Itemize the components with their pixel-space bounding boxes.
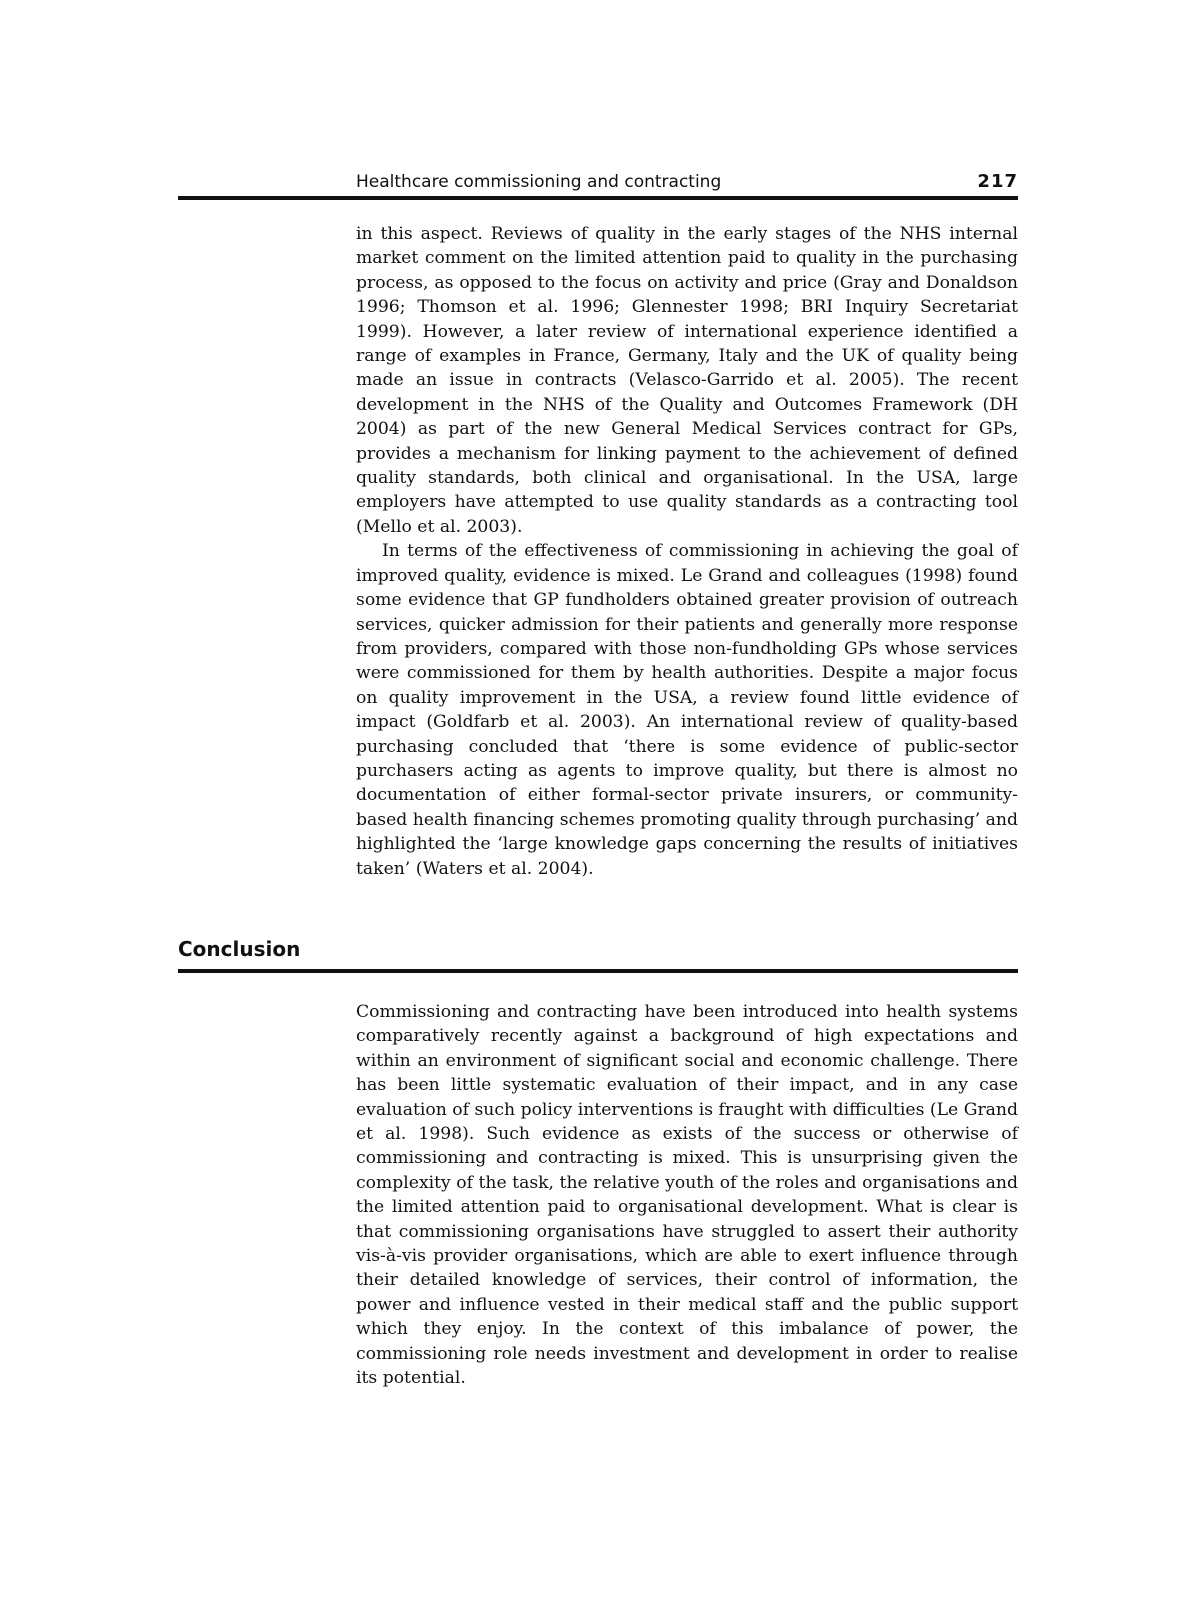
conclusion-paragraph-1: Commissioning and contracting have been introduced into health systems comparatively recently against a background of high expectations and within an environment of significant social and economic challenge. There has been little systematic evaluation of their impact, and in any case evaluation of such policy interventions is fraught with difficulties (Le Grand et al. 1998). Such evidence as exists of the success or otherwise of commissioning and contracting is mixed. This is unsurprising given the complexity of the task, the relative youth of the roles and organisations and the limited attention paid to organisational development. What is clear is that commissioning organisations have struggled to assert their authority vis-à-vis provider organisations, which are able to exert influence through their detailed knowledge of services, their control of information, the power and influence vested in their medical staff and the public support which they enjoy. In the context of this imbalance of power, the commissioning role needs investment and development in order to realise its potential. [356,1002,1018,1389]
body-paragraph-1: in this aspect. Reviews of quality in the early stages of the NHS internal market comment on the limited attention paid to quality in the purchasing process, as opposed to the focus on activity and price (Gray and Donaldson 1996; Thomson et al. 1996; Glennester 1998; BRI Inquiry Secretariat 1999). However, a later review of international experience identified a range of examples in France, Germany, Italy and the UK of quality being made an issue in contracts (Velasco-Garrido et al. 2005). The recent development in the NHS of the Quality and Outcomes Framework (DH 2004) as part of the new General Medical Services contract for GPs, provides a mechanism for linking payment to the achievement of defined quality standards, both clinical and organisational. In the USA, large employers have attempted to use quality standards as a contracting tool (Mello et al. 2003). [356,224,1018,537]
body-text-section [356,222,1018,881]
section-rule [178,969,1018,973]
page-number: 217 [977,171,1018,192]
running-head [356,170,1018,194]
body-paragraph-2: In terms of the effectiveness of commissioning in achieving the goal of improved quality, evidence is mixed. Le Grand and colleagues (1998) found some evidence that GP fundholders obtained greater provision of outreach services, quicker admission for their patients and generally more response from providers, compared with those non-fundholding GPs whose services were commissioned for them by health authorities. Despite a major focus on quality improvement in the USA, a review found little evidence of impact (Goldfarb et al. 2003). An international review of quality-based purchasing concluded that ‘there is some evidence of public-sector purchasers acting as agents to improve quality, but there is almost no documentation of either formal-sector private insurers, or community-based health financing schemes promoting quality through purchasing’ and highlighted the ‘large knowledge gaps concerning the results of initiatives taken’ (Waters et al. 2004). [356,541,1018,879]
conclusion-text-section [356,1000,1018,1391]
section-heading-conclusion: Conclusion [178,937,301,961]
header-rule [178,196,1018,200]
running-head-title: Healthcare commissioning and contracting [356,172,722,192]
